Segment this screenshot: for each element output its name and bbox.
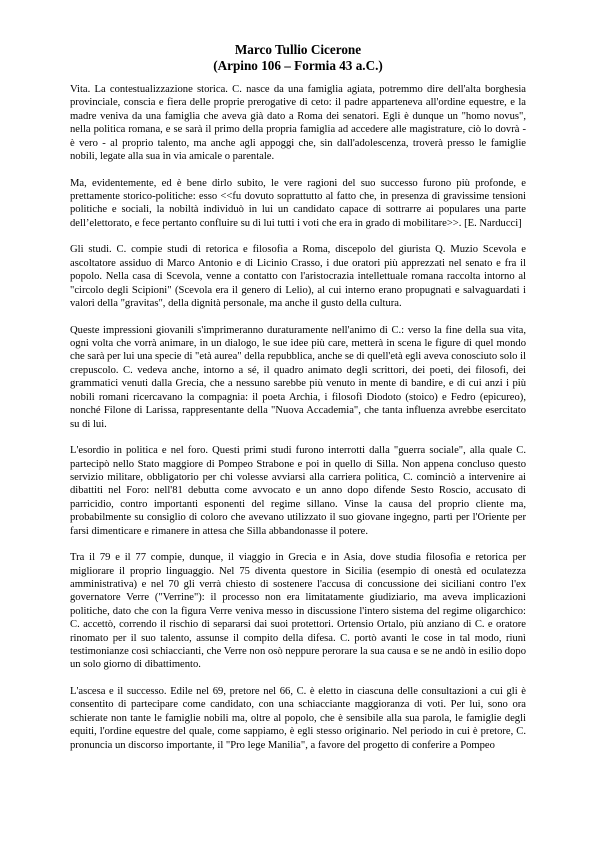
document-page xyxy=(70,42,526,752)
paragraph-studi: Gli studi. C. compie studi di retorica e filosofia a Roma, discepolo del giurista Q. Muzio Scevola e ascoltatore assiduo di Marco Antonio e di Licinio Crasso, i due oratori più apprezzati nel senato e fra il popolo. Nella casa di Scevola, venne a contatto con l'aristocrazia intellettuale romana raccolta intorno al "circolo degli Scipioni" (Scevola era il genero di Lelio), al cui interno erano propugnati e salvaguardati i valori della "gravitas", della dignità personale, ma anche il gusto della cultura. xyxy=(70,244,526,310)
document-title: Marco Tullio Cicerone xyxy=(234,42,362,57)
paragraph-vita: Vita. La contestualizzazione storica. C. nasce da una famiglia agiata, potremmo dire dell'alta borghesia provinciale, conscia e fiera delle proprie prerogative di ceto: il padre apparteneva all'ordine equestre, e la madre veniva da una famiglia che aveva già dato a Roma dei senatori. Egli è dunque un "homo novus", nella politica romana, e se sarà il primo della propria famiglia ad accedere alle magistrature, ciò lo dovrà - è vero - al proprio talento, ma anche agli appoggi che, sin dall'adolescenza, troverà presso le famiglie nobili, legate alla sua in via amicale o parentale. xyxy=(70,84,526,163)
paragraph-impressioni: Queste impressioni giovanili s'imprimeranno duraturamente nell'animo di C.: verso la fine della sua vita, ogni volta che vorrà animare, in un dialogo, le sue idee più care, metterà in scena le figure di quel mondo che sarà per lui una specie di "età aurea" della repubblica, anche se di quell'età egli aveva conosciuto solo il crepuscolo. C. vedeva anche, intorno a sé, il quadro animato degli scrittori, dei poeti, dei filosofi, dei grammatici venuti dalla Grecia, che a nessuno sarebbe più venuto in mente di bandire, e di cui anzi i più nobili romani ricercavano la compagnia: il poeta Archia, i filosofi Diodoto (stoico) e Fedro (epicureo), nonché Filone di Larissa, rappresentante della "Nuova Accademia", che tanta influenza avrebbe esercitato su di lui. xyxy=(70,324,526,430)
paragraph-ascesa: L'ascesa e il successo. Edile nel 69, pretore nel 66, C. è eletto in ciascuna delle consultazioni a cui gli è consentito di partecipare come candidato, con una schiacciante maggioranza di voti. Per lui, sono ora schierate non tante le famiglie nobili ma, oltre al popolo, che è sensibile alla sua parola, le famiglie degli equiti, l'ordine equestre del quale, come sappiamo, è egli stesso originario. Nel periodo in cui è pretore, C. pronuncia un discorso importante, il "Pro lege Manilia", a favore del progetto di conferire a Pompeo xyxy=(70,685,526,751)
paragraph-successo: Ma, evidentemente, ed è bene dirlo subito, le vere ragioni del suo successo furono più profonde, e prettamente storico-politiche: esso <<fu dovuto soprattutto al fatto che, in presenza di gravissime tensioni politiche e sociali, la nobiltà individuò in lui un candidato capace di sottrarre ai populares una parte dell’elettorato, e fece pertanto confluire su di lui tutti i voti che era in grado di mobilitare>>. [E. Narducci] xyxy=(70,177,526,229)
document-body xyxy=(70,83,526,752)
title-block xyxy=(70,42,526,74)
paragraph-viaggio: Tra il 79 e il 77 compie, dunque, il viaggio in Grecia e in Asia, dove studia filosofia e retorica per migliorare il proprio linguaggio. Nel 75 diventa questore in Sicilia (esempio di onestà ed oculatezza amministrativa) e nel 70 gli verrà chiesto di sostenere l'accusa di concussione dei siciliani contro l'ex governatore Verre ("Verrine"): il processo non era limitatamente giudiziario, ma aveva implicazioni politiche, dato che con la figura Verre veniva messo in discussione l'intero sistema del regime oligarchico: C. accettò, correndo il rischio di separarsi dai suoi protettori. Ortensio Ortalo, più anziano di C. e oratore rinomato per il suo talento, assunse il compito della difesa. C. portò avanti le cose in tal modo, riunì testimonianze così schiaccianti, che Verre non osò neppure perorare la sua causa e se ne andò in esilio dopo un solo giorno di dibattimento. xyxy=(70,552,526,671)
paragraph-esordio: L'esordio in politica e nel foro. Questi primi studi furono interrotti dalla "guerra sociale", alla quale C. partecipò nello Stato maggiore di Pompeo Strabone e poi in quello di Silla. Non appena concluso questo servizio militare, obbligatorio per chi volesse avviarsi alla carriera politica, C. cominciò a intervenire ai dibattiti nel Foro: nell'81 debutta come avvocato e un anno dopo difende Sesto Roscio, accusato di parricidio, contro importanti esponenti del regime sillano. Vinse la causa del proprio cliente ma, probabilmente su consiglio di coloro che avevano utilizzato il suo giovane ingegno, partì per l'Oriente per farsi dimenticare e rimanere in attesa che Silla abbandonasse il potere. xyxy=(70,445,526,537)
document-subtitle: (Arpino 106 – Formia 43 a.C.) xyxy=(213,58,383,73)
